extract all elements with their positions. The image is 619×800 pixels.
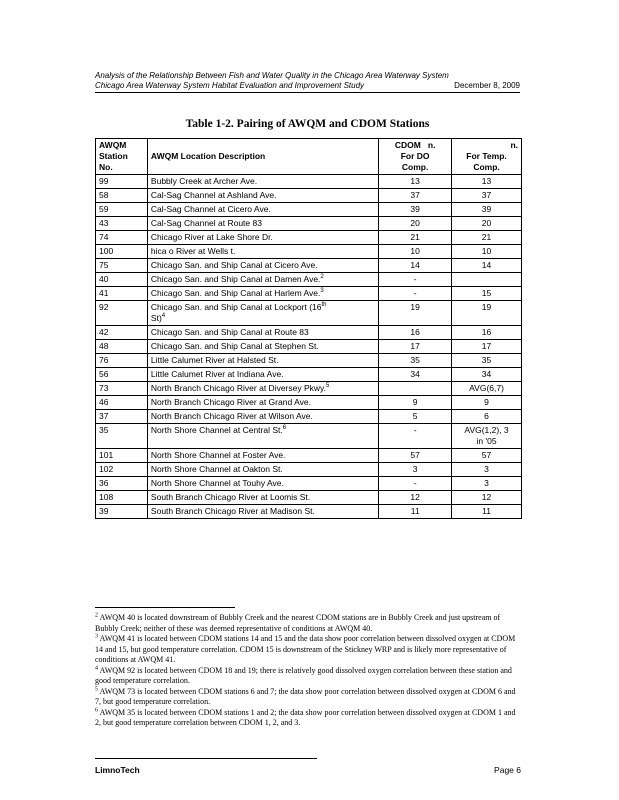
cdom-do-value: 9 <box>412 397 418 407</box>
station-no: 75 <box>99 260 109 270</box>
table-row <box>96 354 522 368</box>
location-text: Chicago San. and Ship Canal at Stephen St. <box>150 341 319 351</box>
table-header-row <box>96 139 522 175</box>
location-text: Chicago San. and Ship Canal at Harlem Ave. <box>150 288 321 298</box>
station-no: 74 <box>99 232 109 242</box>
table-row <box>96 273 522 287</box>
cell-location <box>147 410 378 424</box>
cdom-temp-value: 57 <box>481 450 492 460</box>
table-row <box>96 231 522 245</box>
table-row <box>96 203 522 217</box>
footer-page-number: Page 6 <box>494 765 521 775</box>
cell-station-no <box>96 245 148 259</box>
cdom-do-value: 37 <box>410 190 420 200</box>
location-text: North Shore Channel at Oakton St. <box>150 464 283 474</box>
cell-cdom-do <box>379 340 452 354</box>
cdom-temp-value: 39 <box>481 204 492 214</box>
cell-cdom-temp <box>452 217 522 231</box>
footnote-number: 2 <box>95 612 98 619</box>
cdom-do-value: 17 <box>410 341 420 351</box>
cdom-do-value: 19 <box>410 302 420 312</box>
footnotes <box>95 613 522 729</box>
location-text-cont: St) <box>150 313 162 323</box>
cell-station-no <box>96 326 148 340</box>
footnote-marker: 4 <box>161 313 166 320</box>
table-row <box>96 287 522 301</box>
cell-cdom-temp <box>452 463 522 477</box>
cell-cdom-do <box>379 449 452 463</box>
table-row <box>96 326 522 340</box>
table-row <box>96 189 522 203</box>
cell-cdom-temp <box>452 231 522 245</box>
cdom-do-value: - <box>413 478 417 488</box>
cell-cdom-do <box>379 273 452 287</box>
table-row <box>96 259 522 273</box>
cell-location <box>147 396 378 410</box>
cell-cdom-do <box>379 505 452 519</box>
cell-cdom-temp <box>452 326 522 340</box>
table-row <box>96 424 522 449</box>
cdom-temp-value: 3 <box>484 464 489 474</box>
location-text: North Branch Chicago River at Wilson Ave. <box>150 411 313 421</box>
cell-cdom-temp <box>452 382 522 396</box>
cdom-temp-value: 6 <box>484 411 489 421</box>
footnote-text: AWQM 73 is located between CDOM stations 6 and 7; the data show poor correlation between dissolved oxygen at CDOM 6 and 7, but good temperature correlation. <box>95 686 516 706</box>
location-text: Chicago River at Lake Shore Dr. <box>150 232 273 242</box>
cell-location <box>147 301 378 326</box>
footer-company: LimnoTech <box>95 765 140 775</box>
cell-cdom-temp <box>452 175 522 189</box>
table-row <box>96 382 522 396</box>
cell-location <box>147 326 378 340</box>
cdom-temp-value: 15 <box>481 288 492 298</box>
footnote <box>95 666 522 687</box>
cell-cdom-temp <box>452 505 522 519</box>
running-header-date: December 8, 2009 <box>454 81 520 90</box>
cell-cdom-do <box>379 424 452 449</box>
station-no: 41 <box>99 288 109 298</box>
cdom-temp-value: 13 <box>481 176 492 186</box>
table-row <box>96 410 522 424</box>
cdom-do-value: - <box>413 425 417 435</box>
cell-cdom-temp <box>452 410 522 424</box>
cell-location <box>147 368 378 382</box>
table-row <box>96 368 522 382</box>
table-body <box>96 175 522 519</box>
cell-station-no <box>96 368 148 382</box>
cdom-do-value: 57 <box>410 450 420 460</box>
cell-cdom-do <box>379 382 452 396</box>
cell-cdom-do <box>379 396 452 410</box>
cell-cdom-temp <box>452 396 522 410</box>
table-row <box>96 505 522 519</box>
station-no: 40 <box>99 274 109 284</box>
cdom-do-value: 10 <box>410 246 420 256</box>
cell-cdom-do <box>379 326 452 340</box>
cell-location <box>147 217 378 231</box>
cell-location <box>147 340 378 354</box>
location-text: hica o River at Wells t. <box>150 246 236 256</box>
cell-station-no <box>96 354 148 368</box>
cdom-temp-value: 19 <box>481 302 492 312</box>
footnote-marker: 5 <box>326 383 330 390</box>
footnote-text: AWQM 92 is located between CDOM 18 and 19; there is relatively good dissolved oxygen correlation between these station and good temperature correlation. <box>95 665 512 685</box>
cell-station-no <box>96 410 148 424</box>
location-text: Chicago San. and Ship Canal at Route 83 <box>150 327 309 337</box>
station-no: 58 <box>99 190 109 200</box>
cdom-temp-value: 12 <box>481 492 492 502</box>
location-text: Little Calumet River at Halsted St. <box>150 355 279 365</box>
cdom-do-value: 3 <box>412 464 418 474</box>
station-no: 108 <box>99 492 114 502</box>
cell-location <box>147 491 378 505</box>
cell-cdom-temp <box>452 449 522 463</box>
table-row <box>96 477 522 491</box>
cell-cdom-do <box>379 287 452 301</box>
running-header-study: Chicago Area Waterway System Habitat Evaluation and Improvement Study <box>95 81 365 90</box>
cdom-do-value: - <box>413 288 417 298</box>
cell-station-no <box>96 424 148 449</box>
pairing-table <box>95 138 522 519</box>
cdom-do-value: 13 <box>410 176 420 186</box>
location-text: South Branch Chicago River at Madison St. <box>150 506 315 516</box>
cdom-temp-value: 21 <box>481 232 492 242</box>
cell-cdom-do <box>379 477 452 491</box>
cell-location <box>147 175 378 189</box>
station-no: 35 <box>99 425 109 435</box>
cell-station-no <box>96 463 148 477</box>
table-row <box>96 491 522 505</box>
cell-cdom-do <box>379 245 452 259</box>
location-text: Cal-Sag Channel at Cicero Ave. <box>150 204 271 214</box>
cell-station-no <box>96 505 148 519</box>
cell-cdom-do <box>379 175 452 189</box>
location-text: Little Calumet River at Indiana Ave. <box>150 369 284 379</box>
footnote <box>95 708 522 729</box>
header-rule <box>95 92 520 93</box>
header-location: AWQM Location Description <box>147 139 378 175</box>
station-no: 39 <box>99 506 109 516</box>
cell-cdom-temp <box>452 189 522 203</box>
table-row <box>96 301 522 326</box>
station-no: 48 <box>99 341 109 351</box>
cdom-temp-value: AVG(6,7) <box>469 383 504 393</box>
cell-cdom-temp <box>452 287 522 301</box>
cell-station-no <box>96 301 148 326</box>
cell-cdom-temp <box>452 245 522 259</box>
footnote <box>95 613 522 634</box>
cdom-do-value: 11 <box>410 506 420 516</box>
cell-cdom-do <box>379 189 452 203</box>
cell-location <box>147 449 378 463</box>
cell-cdom-temp <box>452 301 522 326</box>
cell-location <box>147 424 378 449</box>
header-station-no: AWQM Station No. <box>96 139 148 175</box>
location-text: Chicago San. and Ship Canal at Damen Ave. <box>150 274 321 284</box>
cdom-do-value: 12 <box>410 492 420 502</box>
cell-location <box>147 203 378 217</box>
table-row <box>96 463 522 477</box>
footnote-number: 6 <box>95 706 98 713</box>
cell-station-no <box>96 217 148 231</box>
cell-cdom-do <box>379 354 452 368</box>
cdom-temp-value: 10 <box>481 246 492 256</box>
table-row <box>96 245 522 259</box>
cdom-temp-value: 3 <box>484 478 489 488</box>
cell-cdom-do <box>379 491 452 505</box>
station-no: 37 <box>99 411 109 421</box>
cdom-temp-value: 37 <box>481 190 492 200</box>
table-row <box>96 217 522 231</box>
footnote-number: 5 <box>95 685 98 692</box>
station-no: 100 <box>99 246 114 256</box>
station-no: 101 <box>99 450 114 460</box>
cell-cdom-do <box>379 410 452 424</box>
cell-location <box>147 259 378 273</box>
cdom-do-value: 34 <box>410 369 420 379</box>
cdom-temp-value: 34 <box>481 369 492 379</box>
cdom-temp-value: 17 <box>481 341 492 351</box>
cell-station-no <box>96 175 148 189</box>
footnote <box>95 687 522 708</box>
cdom-do-value: - <box>413 274 417 284</box>
cell-cdom-do <box>379 231 452 245</box>
cell-cdom-temp <box>452 259 522 273</box>
cdom-temp-value: 9 <box>484 397 489 407</box>
header-cdom-do: CDOM n. For DO Comp. <box>379 139 452 175</box>
cell-cdom-temp <box>452 477 522 491</box>
footnote-number: 3 <box>95 633 98 640</box>
station-no: 73 <box>99 383 109 393</box>
cdom-temp-value: 35 <box>481 355 492 365</box>
cell-cdom-temp <box>452 354 522 368</box>
cell-station-no <box>96 491 148 505</box>
cdom-temp-value: 14 <box>481 260 492 270</box>
cdom-do-value: 16 <box>410 327 420 337</box>
cell-station-no <box>96 287 148 301</box>
footnote-text: AWQM 40 is located downstream of Bubbly Creek and the nearest CDOM stations are in Bubbly Creek and just upstream of Bubbly Creek; neither of these was deemed representative of conditions at AWQM 40. <box>95 613 501 633</box>
location-text: Bubbly Creek at Archer Ave. <box>150 176 258 186</box>
table-title: Table 1-2. Pairing of AWQM and CDOM Stations <box>185 118 430 130</box>
location-text: Chicago San. and Ship Canal at Cicero Ave. <box>150 260 318 270</box>
table-row <box>96 175 522 189</box>
cell-location <box>147 231 378 245</box>
footnote-marker: 2 <box>320 274 324 281</box>
cell-station-no <box>96 382 148 396</box>
station-no: 59 <box>99 204 109 214</box>
footnote-marker: th <box>321 302 327 309</box>
cell-location <box>147 463 378 477</box>
cell-cdom-do <box>379 217 452 231</box>
cell-cdom-temp <box>452 368 522 382</box>
footnote-text: AWQM 35 is located between CDOM stations 1 and 2; the data show poor correlation between dissolved oxygen at CDOM 1 and 2, but good temperature correlation between CDOM 1, 2, and 3. <box>95 707 516 727</box>
cell-location <box>147 477 378 491</box>
location-text: North Shore Channel at Foster Ave. <box>150 450 286 460</box>
cell-cdom-do <box>379 203 452 217</box>
location-text: Chicago San. and Ship Canal at Lockport (16 <box>150 302 322 312</box>
location-text: South Branch Chicago River at Loomis St. <box>150 492 311 502</box>
cell-cdom-temp <box>452 273 522 287</box>
station-no: 42 <box>99 327 109 337</box>
cdom-do-value: 20 <box>410 218 420 228</box>
location-text: Cal-Sag Channel at Ashland Ave. <box>150 190 277 200</box>
cdom-temp-value-cont: in '05 <box>476 436 497 446</box>
cell-location <box>147 189 378 203</box>
cell-station-no <box>96 231 148 245</box>
location-text: North Branch Chicago River at Grand Ave. <box>150 397 311 407</box>
cell-cdom-temp <box>452 340 522 354</box>
cell-station-no <box>96 449 148 463</box>
cell-station-no <box>96 273 148 287</box>
footnote-text: AWQM 41 is located between CDOM stations 14 and 15 and the data show poor correlation between dissolved oxygen at CDOM 14 and 15, but good temperature correlation. CDOM 15 is downstream of the Stickney WRP and is likely more representative of conditions at AWQM 41. <box>95 634 516 664</box>
footnote-marker: 3 <box>320 288 324 295</box>
cell-station-no <box>96 203 148 217</box>
cdom-do-value: 14 <box>410 260 420 270</box>
table-row <box>96 449 522 463</box>
cdom-do-value: 39 <box>410 204 420 214</box>
running-header-title: Analysis of the Relationship Between Fish and Water Quality in the Chicago Area Waterway System <box>95 71 449 80</box>
cdom-temp-value: 20 <box>481 218 492 228</box>
cell-location <box>147 245 378 259</box>
cdom-temp-value: 11 <box>482 506 491 516</box>
station-no: 76 <box>99 355 109 365</box>
cell-cdom-do <box>379 301 452 326</box>
cell-station-no <box>96 340 148 354</box>
station-no: 43 <box>99 218 109 228</box>
header-cdom-temp: n. For Temp. Comp. <box>452 139 522 175</box>
footnote-rule <box>95 607 235 608</box>
running-header-subtitle <box>95 81 520 90</box>
cdom-temp-value: AVG(1,2), 3 <box>464 425 509 435</box>
table-row <box>96 396 522 410</box>
station-no: 102 <box>99 464 114 474</box>
station-no: 56 <box>99 369 109 379</box>
cell-station-no <box>96 477 148 491</box>
cell-cdom-temp <box>452 491 522 505</box>
cell-station-no <box>96 259 148 273</box>
station-no: 92 <box>99 302 109 312</box>
cell-cdom-do <box>379 368 452 382</box>
station-no: 99 <box>99 176 109 186</box>
footnote-number: 4 <box>95 664 98 671</box>
cell-location <box>147 382 378 396</box>
footnote-marker: 6 <box>282 425 287 432</box>
location-text: North Shore Channel at Touhy Ave. <box>150 478 284 488</box>
cdom-temp-value: 16 <box>481 327 492 337</box>
cell-station-no <box>96 396 148 410</box>
cell-cdom-do <box>379 259 452 273</box>
location-text: North Branch Chicago River at Diversey Pkwy. <box>150 383 327 393</box>
cell-cdom-do <box>379 463 452 477</box>
cell-location <box>147 505 378 519</box>
location-text: Cal-Sag Channel at Route 83 <box>150 218 262 228</box>
station-no: 46 <box>99 397 109 407</box>
footer-rule <box>95 758 317 759</box>
cdom-do-value: 35 <box>410 355 420 365</box>
cell-station-no <box>96 189 148 203</box>
station-no: 36 <box>99 478 109 488</box>
cdom-do-value: 21 <box>410 232 420 242</box>
cell-cdom-temp <box>452 424 522 449</box>
footnote <box>95 634 522 666</box>
cell-location <box>147 287 378 301</box>
cell-location <box>147 273 378 287</box>
table-row <box>96 340 522 354</box>
location-text: North Shore Channel at Central St. <box>150 425 283 435</box>
cell-cdom-temp <box>452 203 522 217</box>
cell-location <box>147 354 378 368</box>
cdom-do-value: 5 <box>412 411 418 421</box>
